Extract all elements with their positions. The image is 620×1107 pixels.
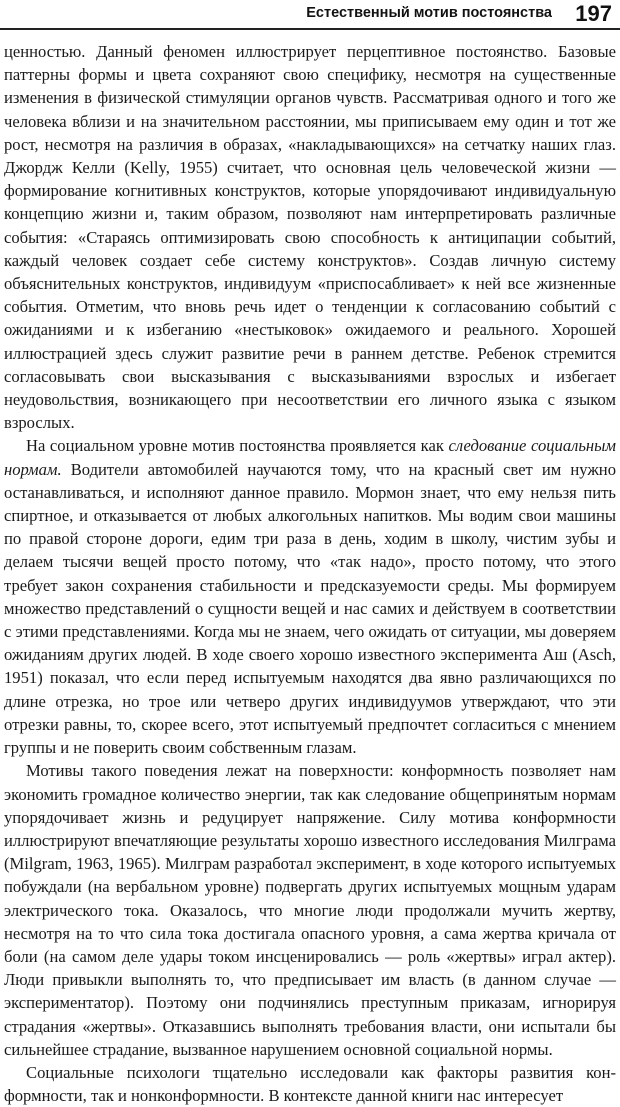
paragraph-3: Мотивы такого поведения лежат на поверхности: конформность позволяет нам экономить громадное количество энергии, так как следование общепринятым нормам упорядочивает жизнь и редуцирует напряжение. Силу мотива конформности иллюстрируют впечатляющие результаты хорошо известного исследования Милграма (Milgram, 1963, 1965). Милграм разработал эксперимент, в ходе которого испытуемых побуждали (на вербальном уровне) подвергать других испытуемых мощным ударам электрического тока. Оказалось, что многие люди продолжали мучить жертву, несмотря на то что сила тока достигала опасного уровня, а сама жертва кричала от боли (на самом деле удары током инсценировались — роль «жертвы» играл актер). Люди привыкли выполнять то, что предписывает им власть (в данном случае — экспериментатор). Поэтому они подчинялись преступным приказам, игнорируя страдания «жертвы». Отказавшись выполнять требования власти, они испытали бы сильнейшее страдание, вызванное нарушением основной социальной нормы. — [4, 761, 616, 1059]
paragraph-4: Социальные психологи тщательно исследовали как факторы развития конформности, так и нонконформности. В контексте данной книги нас интересует — [4, 1062, 616, 1106]
body-text — [4, 40, 616, 1107]
running-header — [0, 0, 620, 30]
paragraph-2 — [4, 434, 616, 759]
paragraph-2-start: На социальном уровне мотив постоянства проявляется как — [26, 436, 449, 456]
paragraph-1: ценностью. Данный феномен иллюстрирует перцептивное постоянство. Базовые паттерны формы и цвета сохраняют свою специфику, несмотря на существенные изменения в физической стимуляции органов чувств. Рассматривая одного и того же человека вблизи и на значительном расстоянии, мы приписываем ему один и тот же рост, несмотря на различия в образах, «накладывающихся» на сетчатку наших глаз. Джордж Келли (Kelly, 1955) считает, что основная цель человеческой жизни — формирование когнитивных конструктов, которые упорядочивают индивидуальную концепцию жизни и, таким образом, позволяют нам интерпретировать различные события: «Стараясь оптимизировать свою способность к антиципации событий, каждый человек создает себе систему конструктов». Создав личную систему объяснительных конструктов, индивидуум «приспосабливает» к ней все жизненные события. Отметим, что вновь речь идет о тенденции к согласованию событий с ожиданиями и к избеганию «нестыковок» ожидаемого и реального. Хорошей иллюстрацией здесь служит развитие речи в раннем детстве. Ребенок стремится согласовывать свои высказывания с высказываниями взрослых и избегает неудовольствия, возникающего при несоответствии его личного языка с языком взрослых. — [4, 42, 616, 433]
paragraph-2-emphasis: следование социальным нормам. — [4, 436, 616, 479]
header-rule — [0, 28, 620, 30]
page-number: 197 — [575, 1, 612, 26]
running-title: Естественный мотив постоянства — [306, 5, 552, 21]
paragraph-2-rest: Водители автомобилей научаются тому, что на красный свет им нужно останавливаться, и исполняют данное правило. Мормон знает, что ему нельзя пить спиртное, и отказывается от любых алкогольных напитков. Мы водим свои машины по правой стороне дороги, едим три раза в день, ходим в школу, чистим зубы и делаем тысячи вещей просто потому, что «так надо», просто потому, что этого требует закон сохранения стабильности и предсказуемости среды. Мы формируем множество представлений о сущности вещей и нас самих и действуем в соответствии с этими представлениями. Когда мы не знаем, чего ожидать от ситуации, мы доверяем ожиданиям других людей. В ходе своего хорошо известного эксперимента Аш (Asch, 1951) показал, что если перед испытуемым находятся два явно различающихся по длине отрезка, но трое или четверо других индивидуумов утверждают, что эти отрезки равны, то, скорее всего, этот испытуемый предпочтет согласиться с мнением группы и не поверить своим собственным глазам. — [4, 459, 616, 758]
